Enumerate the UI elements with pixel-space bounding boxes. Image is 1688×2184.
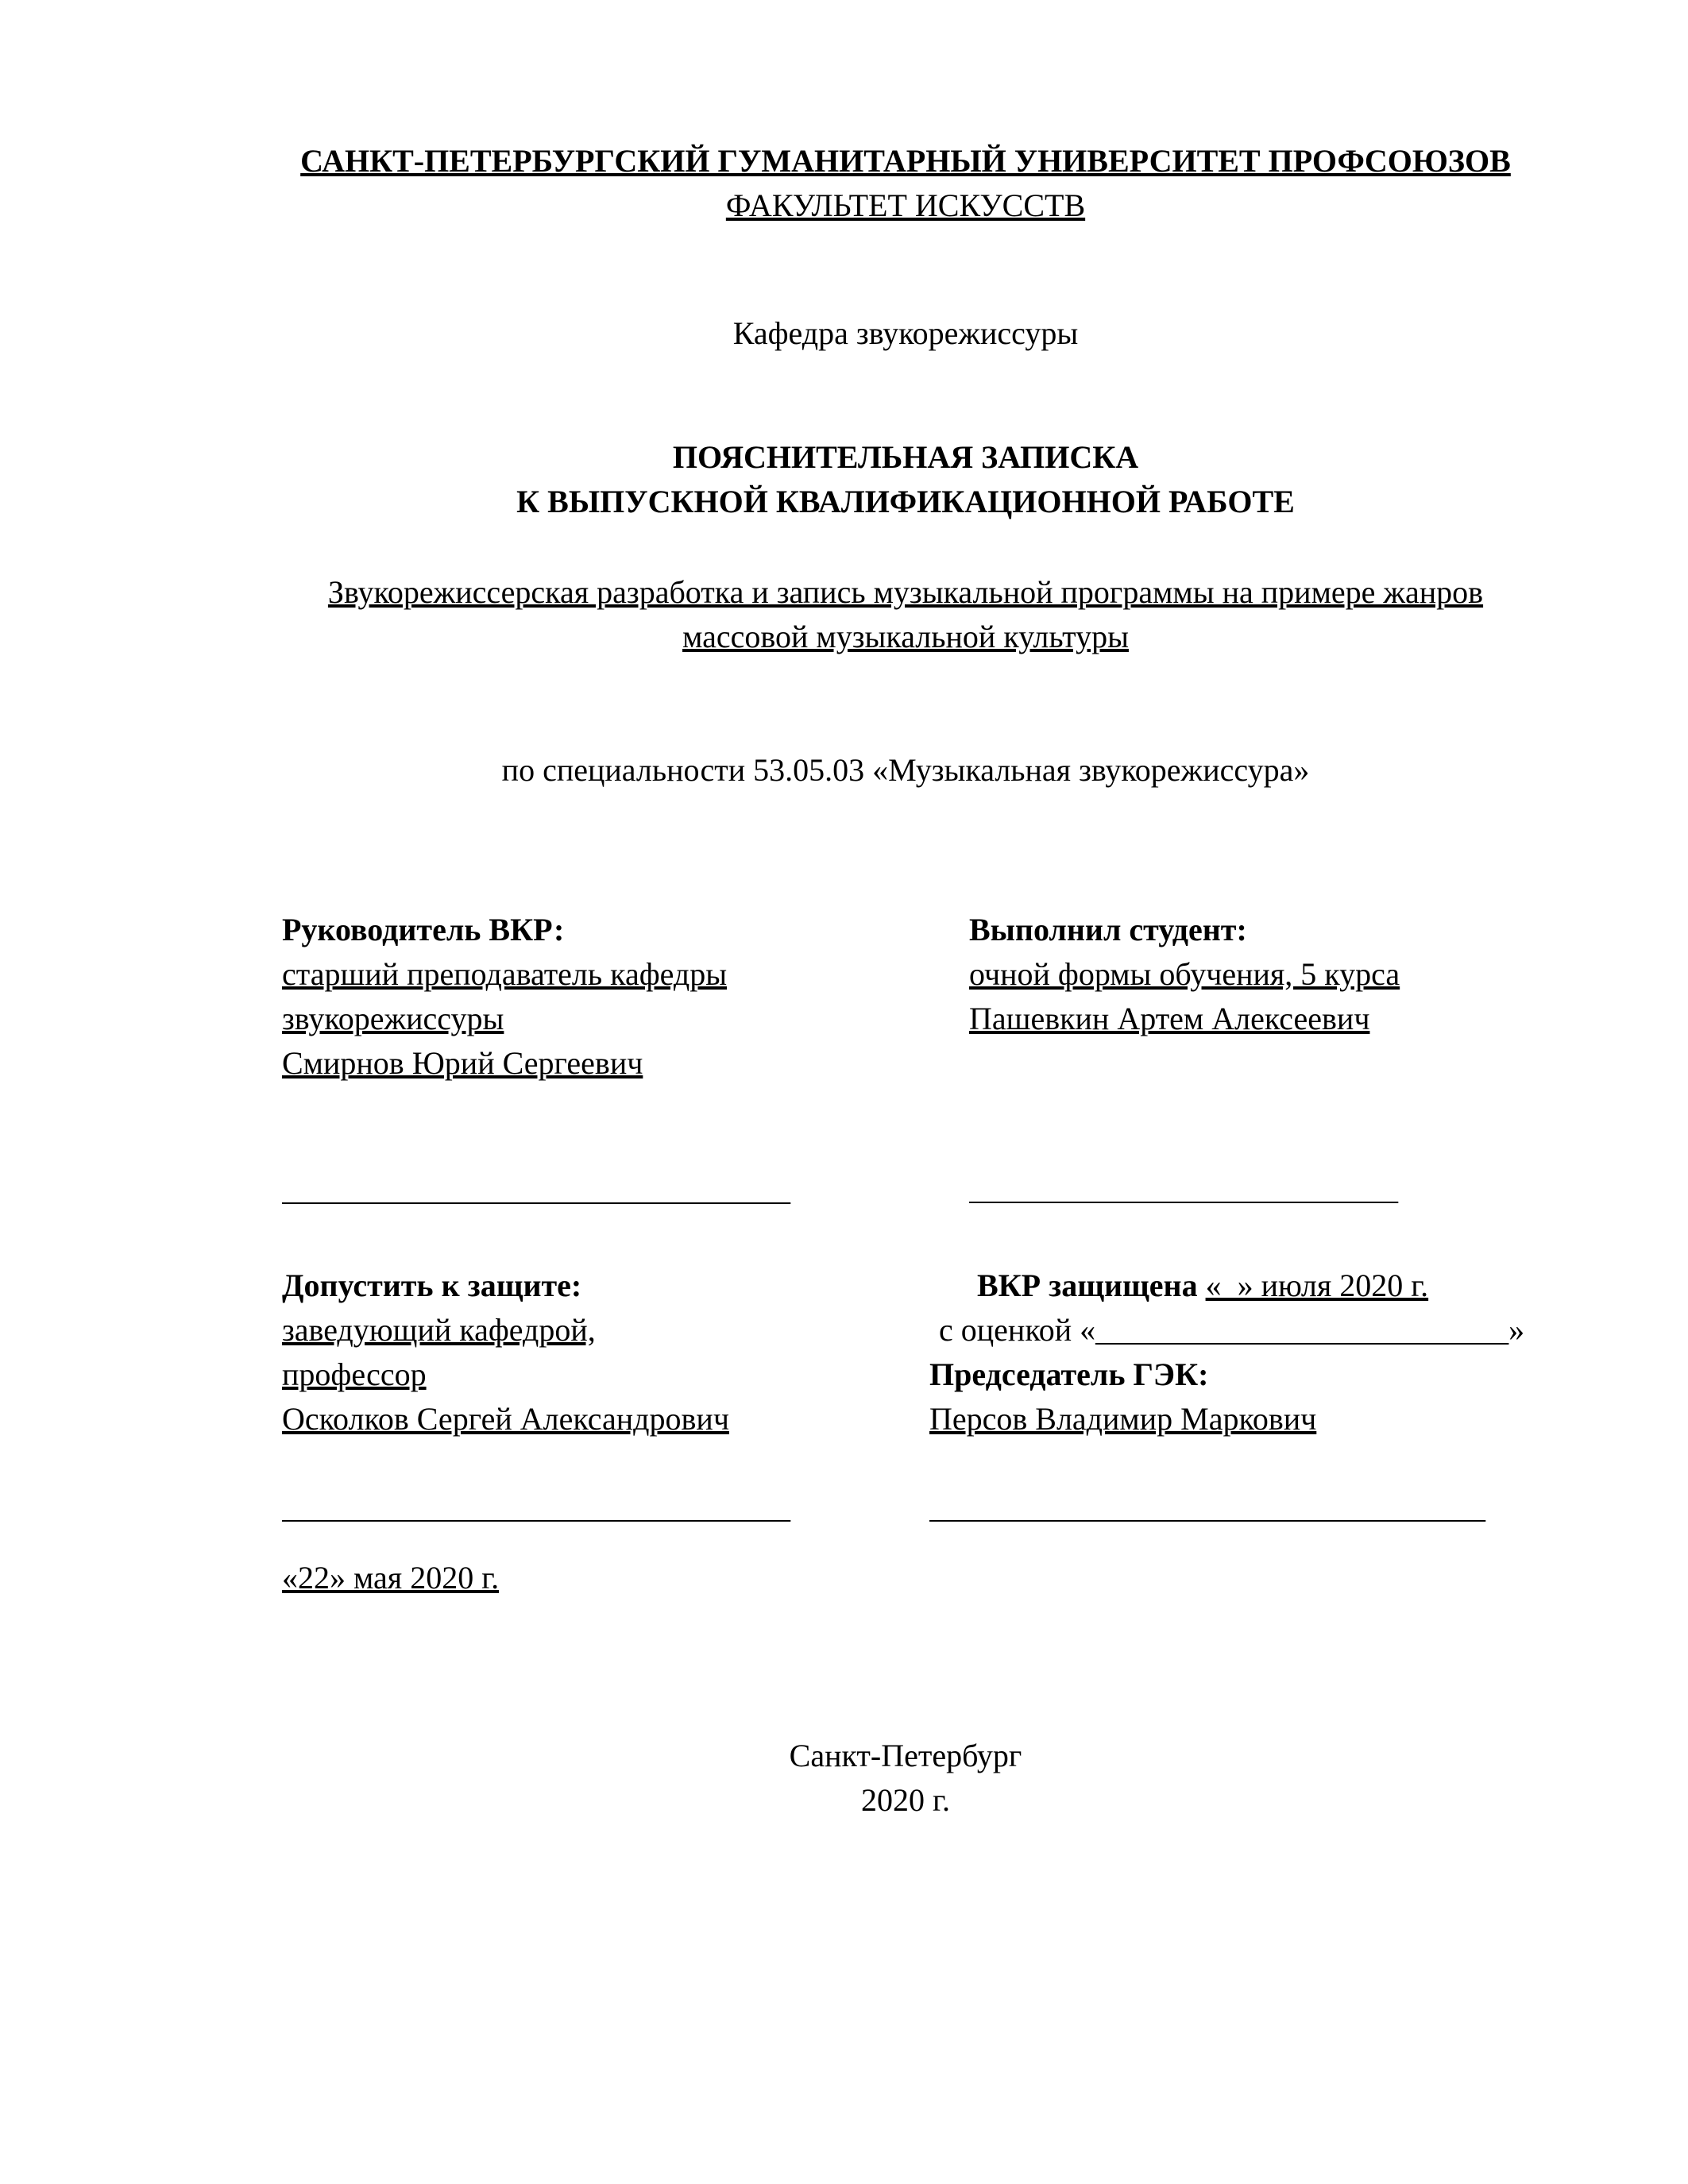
- document-title-line2: К ВЫПУСКНОЙ КВАЛИФИКАЦИОННОЙ РАБОТЕ: [516, 484, 1295, 519]
- document-title-line1: ПОЯСНИТЕЛЬНАЯ ЗАПИСКА: [672, 439, 1139, 475]
- thesis-topic-text: Звукорежиссерская разработка и запись музыкальной программы на примере жанров массовой музыкальной культуры: [327, 574, 1484, 654]
- supervisor-label: Руководитель ВКР:: [282, 912, 565, 947]
- defense-status-line: [929, 1264, 1529, 1308]
- student-name: Пашевкин Артем Алексеевич: [969, 1001, 1370, 1036]
- department-name: Кафедра звукорежиссуры: [732, 315, 1079, 351]
- chair-name: Персов Владимир Маркович: [929, 1401, 1317, 1437]
- faculty-name: ФАКУЛЬТЕТ ИСКУССТВ: [725, 187, 1086, 223]
- admission-name: Осколков Сергей Александрович: [282, 1401, 729, 1437]
- university-name: САНКТ-ПЕТЕРБУРГСКИЙ ГУМАНИТАРНЫЙ УНИВЕРСИТЕТ ПРОФСОЮЗОВ: [300, 143, 1511, 179]
- grade-blank: __________________________: [1095, 1312, 1509, 1348]
- grade-suffix: »: [1508, 1312, 1525, 1348]
- document-title: [282, 435, 1529, 524]
- admission-position-line2: профессор: [282, 1356, 427, 1392]
- chair-label: Председатель ГЭК:: [929, 1356, 1209, 1392]
- admission-defense-row: [282, 1264, 1529, 1600]
- grade-line: [929, 1308, 1529, 1352]
- footer-year: 2020 г.: [861, 1782, 950, 1818]
- supervisor-signature-line: ________________________________: [282, 1171, 790, 1207]
- thesis-topic: [282, 570, 1529, 659]
- student-label: Выполнил студент:: [969, 912, 1247, 947]
- admission-label: Допустить к защите:: [282, 1268, 582, 1303]
- supervisor-name: Смирнов Юрий Сергеевич: [282, 1045, 643, 1081]
- student-block: [929, 908, 1529, 1211]
- admission-position-line1: заведующий кафедрой,: [282, 1312, 596, 1348]
- supervisor-position-line2: звукорежиссуры: [282, 1001, 504, 1036]
- defense-block: [929, 1264, 1529, 1530]
- admission-signature-line: ________________________________: [282, 1489, 790, 1525]
- specialty-line: по специальности 53.05.03 «Музыкальная звукорежиссура»: [501, 752, 1310, 788]
- admission-date: «22» мая 2020 г.: [282, 1560, 500, 1596]
- supervisor-block: [282, 908, 806, 1212]
- student-info: очной формы обучения, 5 курса: [969, 956, 1400, 992]
- supervisor-position-line1: старший преподаватель кафедры: [282, 956, 728, 992]
- footer: [282, 1734, 1529, 1823]
- student-signature-line: ___________________________: [969, 1171, 1398, 1206]
- defense-signature-line: ___________________________________: [929, 1489, 1485, 1525]
- admission-block: [282, 1264, 806, 1600]
- grade-prefix: с оценкой «: [939, 1312, 1096, 1348]
- defense-label: ВКР защищена: [977, 1268, 1198, 1303]
- footer-city: Санкт-Петербург: [789, 1738, 1022, 1773]
- supervisor-student-row: [282, 908, 1529, 1212]
- defense-date: «_» июля 2020 г.: [1205, 1268, 1429, 1303]
